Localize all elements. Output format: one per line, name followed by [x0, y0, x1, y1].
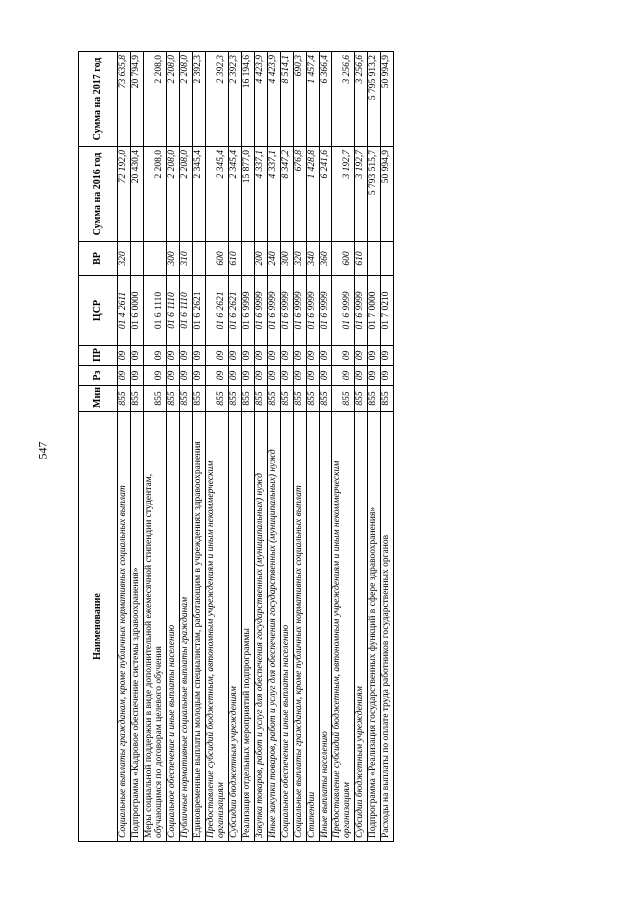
cell-rz: 09	[254, 366, 267, 386]
cell-name: Меры социальной поддержки в виде дополнительной ежемесячной стипендии студентам, обучающимся по договорам целевого обучения	[143, 412, 166, 842]
rotated-table-container	[78, 52, 598, 842]
cell-sum-2017: 5 795 913,2	[368, 52, 381, 147]
cell-sum-2016: 15 877,0	[241, 147, 254, 242]
cell-pr: 09	[205, 346, 228, 366]
cell-rz: 09	[368, 366, 381, 386]
cell-pr: 09	[293, 346, 306, 366]
cell-min: 855	[293, 386, 306, 412]
header-pr: ПР	[79, 346, 118, 366]
cell-csr: 01 6 0000	[130, 276, 143, 346]
table-row	[130, 52, 143, 842]
cell-rz: 09	[319, 366, 332, 386]
cell-rz: 09	[118, 366, 131, 386]
table-body	[118, 52, 394, 842]
table-row	[280, 52, 293, 842]
cell-min: 855	[319, 386, 332, 412]
cell-sum-2016: 20 430,4	[130, 147, 143, 242]
cell-pr: 09	[267, 346, 280, 366]
cell-name: Подпрограмма «Реализация государственных функций в сфере здравоохранения»	[368, 412, 381, 842]
cell-name: Иные закупки товаров, работ и услуг для обеспечения государственных (муниципальных) нужд	[267, 412, 280, 842]
cell-rz: 09	[143, 366, 166, 386]
cell-min: 855	[280, 386, 293, 412]
cell-pr: 09	[241, 346, 254, 366]
cell-rz: 09	[293, 366, 306, 386]
cell-vr: 610	[355, 242, 368, 276]
table-row	[267, 52, 280, 842]
page-number: 547	[35, 441, 50, 460]
cell-csr: 01 6 9999	[355, 276, 368, 346]
cell-sum-2017: 4 423,9	[267, 52, 280, 147]
header-name: Наименование	[79, 412, 118, 842]
budget-table	[78, 51, 394, 842]
cell-sum-2016: 2 345,4	[205, 147, 228, 242]
cell-csr: 01 6 9999	[293, 276, 306, 346]
cell-vr: 300	[166, 242, 179, 276]
table-row	[293, 52, 306, 842]
cell-vr: 200	[254, 242, 267, 276]
cell-rz: 09	[228, 366, 241, 386]
cell-vr: 320	[118, 242, 131, 276]
cell-rz: 09	[166, 366, 179, 386]
cell-sum-2016: 72 192,0	[118, 147, 131, 242]
cell-min: 855	[355, 386, 368, 412]
cell-name: Предоставление субсидий бюджетным, автономным учреждениям и иным некоммерческим организациям	[205, 412, 228, 842]
cell-pr: 09	[254, 346, 267, 366]
table-row	[192, 52, 205, 842]
table-row	[241, 52, 254, 842]
cell-min: 855	[306, 386, 319, 412]
cell-sum-2017: 1 457,4	[306, 52, 319, 147]
cell-sum-2016: 2 208,0	[143, 147, 166, 242]
cell-sum-2016: 2 208,0	[166, 147, 179, 242]
cell-vr	[368, 242, 381, 276]
cell-sum-2016: 3 192,7	[355, 147, 368, 242]
cell-rz: 09	[192, 366, 205, 386]
cell-pr: 09	[192, 346, 205, 366]
cell-csr: 01 6 9999	[332, 276, 355, 346]
cell-sum-2017: 2 208,0	[143, 52, 166, 147]
cell-sum-2017: 690,3	[293, 52, 306, 147]
cell-pr: 09	[332, 346, 355, 366]
cell-rz: 09	[332, 366, 355, 386]
table-row	[355, 52, 368, 842]
cell-min: 855	[192, 386, 205, 412]
cell-vr: 320	[293, 242, 306, 276]
cell-vr	[143, 242, 166, 276]
cell-sum-2017: 2 208,0	[166, 52, 179, 147]
cell-name: Социальные выплаты гражданам, кроме публичных нормативных социальных выплат	[293, 412, 306, 842]
cell-sum-2016: 6 241,6	[319, 147, 332, 242]
cell-vr: 360	[319, 242, 332, 276]
cell-min: 855	[368, 386, 381, 412]
cell-pr: 09	[166, 346, 179, 366]
cell-sum-2017: 2 208,0	[179, 52, 192, 147]
table-row	[368, 52, 381, 842]
cell-min: 855	[241, 386, 254, 412]
table-row	[332, 52, 355, 842]
cell-vr: 600	[205, 242, 228, 276]
cell-name: Социальные выплаты гражданам, кроме публичных нормативных социальных выплат	[118, 412, 131, 842]
cell-vr: 340	[306, 242, 319, 276]
cell-vr	[381, 242, 394, 276]
header-vr: ВР	[79, 242, 118, 276]
cell-sum-2016: 2 208,0	[179, 147, 192, 242]
cell-min: 855	[228, 386, 241, 412]
cell-name: Единовременные выплаты молодым специалистам, работающим в учреждениях здравоохранения	[192, 412, 205, 842]
table-row	[228, 52, 241, 842]
cell-name: Субсидии бюджетным учреждениям	[228, 412, 241, 842]
cell-pr: 09	[280, 346, 293, 366]
cell-pr: 09	[118, 346, 131, 366]
cell-sum-2017: 16 194,6	[241, 52, 254, 147]
cell-rz: 09	[381, 366, 394, 386]
cell-name: Расходы на выплаты по оплате труда работников государственных органов	[381, 412, 394, 842]
cell-name: Социальное обеспечение и иные выплаты населению	[166, 412, 179, 842]
table-row	[143, 52, 166, 842]
cell-name: Подпрограмма «Кадровое обеспечение системы здравоохранения»	[130, 412, 143, 842]
cell-pr: 09	[143, 346, 166, 366]
table-header-row	[79, 52, 118, 842]
header-csr: ЦСР	[79, 276, 118, 346]
table-row	[381, 52, 394, 842]
header-rz: Рз	[79, 366, 118, 386]
cell-min: 855	[179, 386, 192, 412]
cell-sum-2017: 3 256,6	[355, 52, 368, 147]
cell-pr: 09	[179, 346, 192, 366]
cell-sum-2016: 4 337,1	[267, 147, 280, 242]
cell-vr: 310	[179, 242, 192, 276]
cell-sum-2017: 2 392,3	[228, 52, 241, 147]
table-row	[306, 52, 319, 842]
cell-min: 855	[254, 386, 267, 412]
cell-min: 855	[130, 386, 143, 412]
cell-rz: 09	[130, 366, 143, 386]
cell-sum-2017: 50 994,9	[381, 52, 394, 147]
cell-csr: 01 6 1110	[143, 276, 166, 346]
header-min: Мин	[79, 386, 118, 412]
cell-csr: 01 7 0210	[381, 276, 394, 346]
cell-name: Стипендии	[306, 412, 319, 842]
cell-vr: 600	[332, 242, 355, 276]
cell-vr	[192, 242, 205, 276]
cell-sum-2017: 73 635,8	[118, 52, 131, 147]
cell-min: 855	[143, 386, 166, 412]
cell-rz: 09	[205, 366, 228, 386]
cell-min: 855	[267, 386, 280, 412]
cell-sum-2016: 676,8	[293, 147, 306, 242]
cell-sum-2016: 2 345,4	[192, 147, 205, 242]
cell-pr: 09	[368, 346, 381, 366]
cell-vr	[241, 242, 254, 276]
table-row	[179, 52, 192, 842]
header-sum-2017: Сумма на 2017 год	[79, 52, 118, 147]
cell-sum-2016: 5 793 515,7	[368, 147, 381, 242]
cell-pr: 09	[130, 346, 143, 366]
table-row	[166, 52, 179, 842]
table-row	[118, 52, 131, 842]
cell-sum-2017: 6 366,4	[319, 52, 332, 147]
cell-csr: 01 6 2621	[228, 276, 241, 346]
cell-pr: 09	[355, 346, 368, 366]
cell-csr: 01 6 2621	[205, 276, 228, 346]
cell-min: 855	[381, 386, 394, 412]
cell-rz: 09	[355, 366, 368, 386]
cell-csr: 01 6 2621	[192, 276, 205, 346]
cell-rz: 09	[179, 366, 192, 386]
header-sum-2016: Сумма на 2016 год	[79, 147, 118, 242]
cell-sum-2016: 8 347,2	[280, 147, 293, 242]
cell-sum-2016: 2 345,4	[228, 147, 241, 242]
cell-pr: 09	[381, 346, 394, 366]
cell-csr: 01 6 9999	[280, 276, 293, 346]
cell-rz: 09	[306, 366, 319, 386]
cell-sum-2017: 2 392,3	[192, 52, 205, 147]
cell-sum-2017: 8 514,1	[280, 52, 293, 147]
cell-pr: 09	[319, 346, 332, 366]
cell-sum-2017: 20 794,9	[130, 52, 143, 147]
table-row	[319, 52, 332, 842]
cell-vr	[130, 242, 143, 276]
cell-name: Субсидии бюджетным учреждениям	[355, 412, 368, 842]
cell-name: Предоставление субсидий бюджетным, автономным учреждениям и иным некоммерческим организациям	[332, 412, 355, 842]
cell-csr: 01 6 1110	[166, 276, 179, 346]
cell-csr: 01 6 9999	[267, 276, 280, 346]
cell-csr: 01 6 9999	[254, 276, 267, 346]
cell-min: 855	[166, 386, 179, 412]
cell-name: Социальное обеспечение и иные выплаты населению	[280, 412, 293, 842]
cell-vr: 300	[280, 242, 293, 276]
cell-rz: 09	[267, 366, 280, 386]
cell-name: Публичные нормативные социальные выплаты гражданам	[179, 412, 192, 842]
cell-csr: 01 6 1110	[179, 276, 192, 346]
cell-csr: 01 6 9999	[241, 276, 254, 346]
table-row	[254, 52, 267, 842]
cell-sum-2017: 4 423,9	[254, 52, 267, 147]
cell-min: 855	[332, 386, 355, 412]
cell-name: Реализация отдельных мероприятий подпрограммы	[241, 412, 254, 842]
cell-pr: 09	[228, 346, 241, 366]
cell-csr: 01 7 0000	[368, 276, 381, 346]
cell-pr: 09	[306, 346, 319, 366]
cell-csr: 01 4 2611	[118, 276, 131, 346]
cell-min: 855	[205, 386, 228, 412]
cell-sum-2016: 50 994,9	[381, 147, 394, 242]
cell-rz: 09	[280, 366, 293, 386]
cell-sum-2016: 1 428,8	[306, 147, 319, 242]
cell-vr: 610	[228, 242, 241, 276]
cell-sum-2016: 4 337,1	[254, 147, 267, 242]
cell-vr: 240	[267, 242, 280, 276]
cell-sum-2017: 3 256,6	[332, 52, 355, 147]
cell-name: Иные выплаты населению	[319, 412, 332, 842]
cell-rz: 09	[241, 366, 254, 386]
cell-min: 855	[118, 386, 131, 412]
cell-name: Закупка товаров, работ и услуг для обеспечения государственных (муниципальных) нужд	[254, 412, 267, 842]
cell-csr: 01 6 9999	[319, 276, 332, 346]
table-row	[205, 52, 228, 842]
cell-csr: 01 6 9999	[306, 276, 319, 346]
cell-sum-2017: 2 392,3	[205, 52, 228, 147]
cell-sum-2016: 3 192,7	[332, 147, 355, 242]
